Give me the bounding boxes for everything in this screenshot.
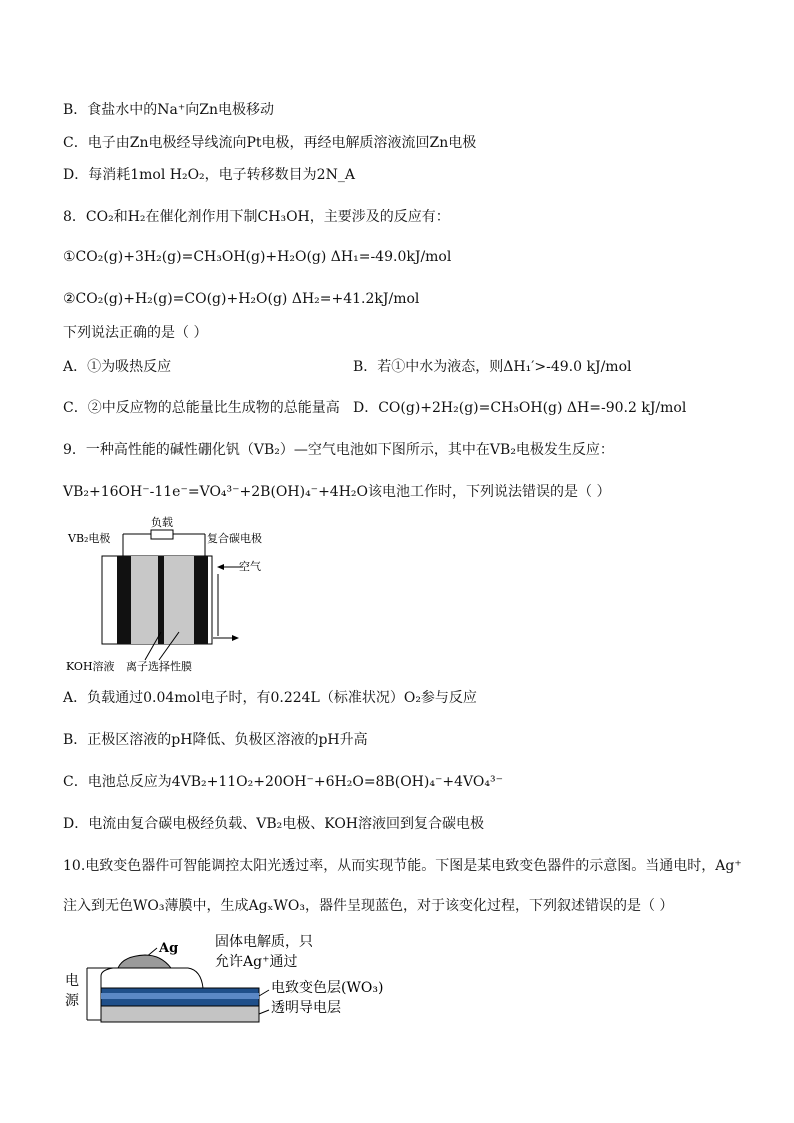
membrane-label: 离子选择性膜 bbox=[126, 660, 192, 673]
q7-option-d: D．每消耗1mol H₂O₂，电子转移数目为2N_A bbox=[63, 167, 355, 183]
q8-stem: 8．CO₂和H₂在催化剂作用下制CH₃OH，主要涉及的反应有： bbox=[63, 209, 450, 225]
q9-stem: 9．一种高性能的碱性硼化钒（VB₂）—空气电池如下图所示，其中在VB₂电极发生反应： bbox=[63, 442, 614, 458]
q9-option-b: B．正极区溶液的pH降低、负极区溶液的pH升高 bbox=[63, 732, 368, 748]
q8-reaction-2: ②CO₂(g)+H₂(g)=CO(g)+H₂O(g) ΔH₂=+41.2kJ/mol bbox=[63, 291, 420, 307]
solid-electrolyte bbox=[101, 968, 203, 988]
q7-option-b: B．食盐水中的Na⁺向Zn电极移动 bbox=[63, 102, 275, 118]
q8-options-ab bbox=[63, 356, 743, 376]
q8-reaction-1: ①CO₂(g)+3H₂(g)=CH₃OH(g)+H₂O(g) ΔH₁=-49.0kJ/mol bbox=[63, 249, 452, 265]
load-resistor bbox=[151, 530, 173, 539]
q10-stem-1: 10.电致变色器件可智能调控太阳光透过率，从而实现节能。下图是某电致变色器件的示意图。当通电时，Ag⁺ bbox=[63, 858, 742, 874]
q10-stem-2: 注入到无色WO₃薄膜中，生成AgₓWO₃，器件呈现蓝色，对于该变化过程，下列叙述错误的是（ ） bbox=[63, 898, 674, 914]
vb2-electrode bbox=[117, 556, 131, 644]
electrolyte bbox=[164, 556, 194, 644]
electrochromic-layer-label: 电致变色层(WO₃) bbox=[271, 980, 384, 996]
air-label: 空气 bbox=[239, 560, 261, 573]
koh-label: KOH溶液 bbox=[66, 660, 115, 673]
carbon-electrode bbox=[194, 556, 208, 644]
q8-option-a: A．①为吸热反应 bbox=[63, 359, 172, 375]
koh-solution bbox=[131, 556, 158, 644]
power-source-label-1: 电 bbox=[65, 973, 79, 989]
q9-option-d: D．电流由复合碳电极经负载、VB₂电极、KOH溶液回到复合碳电极 bbox=[63, 816, 485, 832]
ag-label: Ag bbox=[159, 941, 179, 956]
q8-options-cd bbox=[63, 397, 743, 417]
q8-option-c: C．②中反应物的总能量比生成物的总能量高 bbox=[63, 400, 340, 416]
q8-question: 下列说法正确的是（ ） bbox=[63, 325, 208, 341]
q9-option-c: C．电池总反应为4VB₂+11O₂+20OH⁻+6H₂O=8B(OH)₄⁻+4VO₄³⁻ bbox=[63, 774, 503, 790]
ion-selective-membrane bbox=[158, 556, 164, 644]
vb2-electrode-label: VB₂电极 bbox=[68, 532, 111, 545]
electrochromic-diagram bbox=[63, 930, 443, 1030]
q9-option-a: A．负载通过0.04mol电子时，有0.224L（标准状况）O₂参与反应 bbox=[63, 690, 477, 706]
ag-electrode bbox=[118, 955, 171, 968]
transparent-conductive-layer bbox=[101, 1006, 259, 1022]
q7-option-c: C．电子由Zn电极经导线流向Pt电极，再经电解质溶液流回Zn电极 bbox=[63, 135, 477, 151]
solid-electrolyte-label-2: 允许Ag⁺通过 bbox=[215, 954, 298, 970]
power-source-label-2: 源 bbox=[65, 993, 79, 1009]
carbon-electrode-label: 复合碳电极 bbox=[207, 532, 262, 545]
q8-option-b: B．若①中水为液态，则ΔH₁′>-49.0 kJ/mol bbox=[353, 359, 632, 375]
battery-diagram bbox=[63, 512, 283, 677]
conductive-layer-label: 透明导电层 bbox=[271, 1000, 341, 1016]
load-label: 负载 bbox=[151, 516, 173, 529]
q9-equation: VB₂+16OH⁻-11e⁻=VO₄³⁻+2B(OH)₄⁻+4H₂O该电池工作时，下列说法错误的是（ ） bbox=[63, 484, 611, 500]
solid-electrolyte-label-1: 固体电解质，只 bbox=[215, 934, 313, 950]
q8-option-d: D．CO(g)+2H₂(g)=CH₃OH(g) ΔH=-90.2 kJ/mol bbox=[353, 400, 687, 416]
